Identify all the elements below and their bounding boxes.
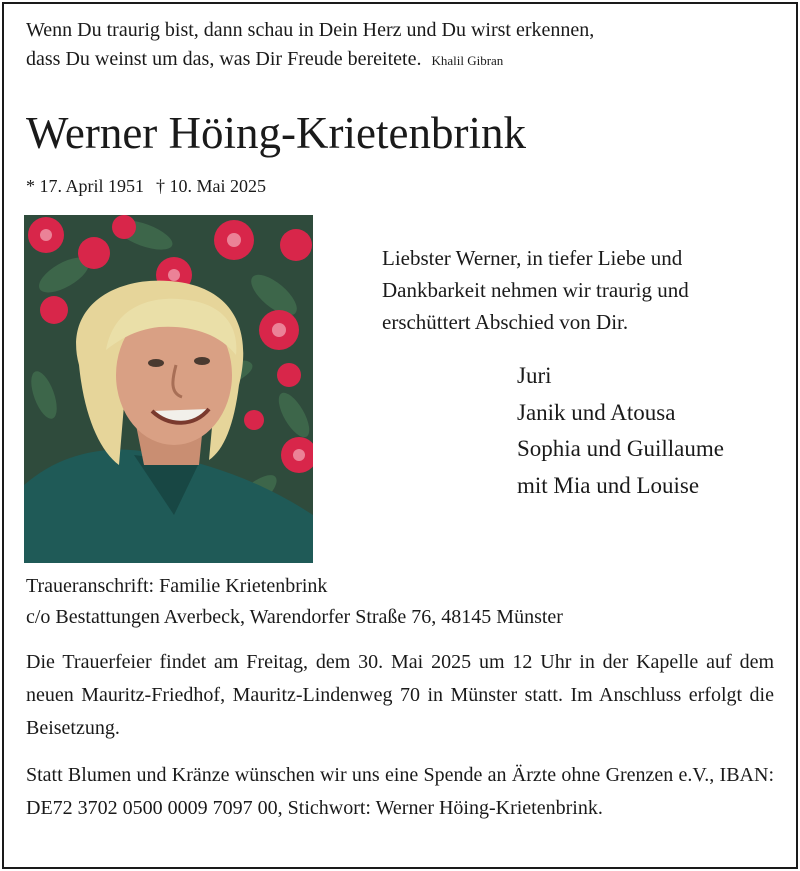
death-date: † 10. Mai 2025	[156, 176, 267, 196]
quote-line-2-text: dass Du weinst um das, was Dir Freude bereitete.	[26, 48, 422, 70]
quote-line-1: Wenn Du traurig bist, dann schau in Dein Herz und Du wirst erkennen,	[26, 19, 595, 41]
life-dates	[26, 174, 266, 198]
mourner-1: Juri	[517, 363, 552, 388]
farewell-message	[382, 242, 772, 338]
portrait-illustration	[24, 215, 313, 563]
farewell-line-1: Liebster Werner, in tiefer Liebe und	[382, 246, 683, 270]
mourning-address	[26, 571, 776, 633]
deceased-name: Werner Höing-Krietenbrink	[26, 108, 526, 158]
mourner-2: Janik und Atousa	[517, 399, 676, 425]
birth-date: * 17. April 1951	[26, 176, 145, 196]
farewell-line-3: erschüttert Abschied von Dir.	[382, 310, 629, 334]
quote-line-2	[26, 45, 746, 75]
farewell-line-2: Dankbarkeit nehmen wir traurig und	[382, 278, 689, 302]
mourner-4: mit Mia und Louise	[517, 472, 700, 498]
address-line-2: c/o Bestattungen Averbeck, Warendorfer Straße 76, 48145 Münster	[26, 606, 563, 628]
ceremony-info: Die Trauerfeier findet am Freitag, dem 30. Mai 2025 um 12 Uhr in der Kapelle auf dem neuen Mauritz-Friedhof, Mauritz-Lindenweg 70 in Münster statt. Im Anschluss erfolgt die Beisetzung.	[26, 651, 774, 739]
quote	[26, 16, 746, 75]
mourners-list	[517, 358, 787, 504]
quote-author: Khalil Gibran	[431, 53, 504, 68]
donation-info: Statt Blumen und Kränze wünschen wir uns eine Spende an Ärzte ohne Grenzen e.V., IBAN: DE72 3702 0500 0009 7097 00, Stichwort: Werner Höing-Krietenbrink.	[26, 764, 774, 819]
portrait-photo	[24, 215, 313, 563]
address-line-1: Traueranschrift: Familie Krietenbrink	[26, 575, 328, 597]
mourner-3: Sophia und Guillaume	[517, 436, 724, 461]
